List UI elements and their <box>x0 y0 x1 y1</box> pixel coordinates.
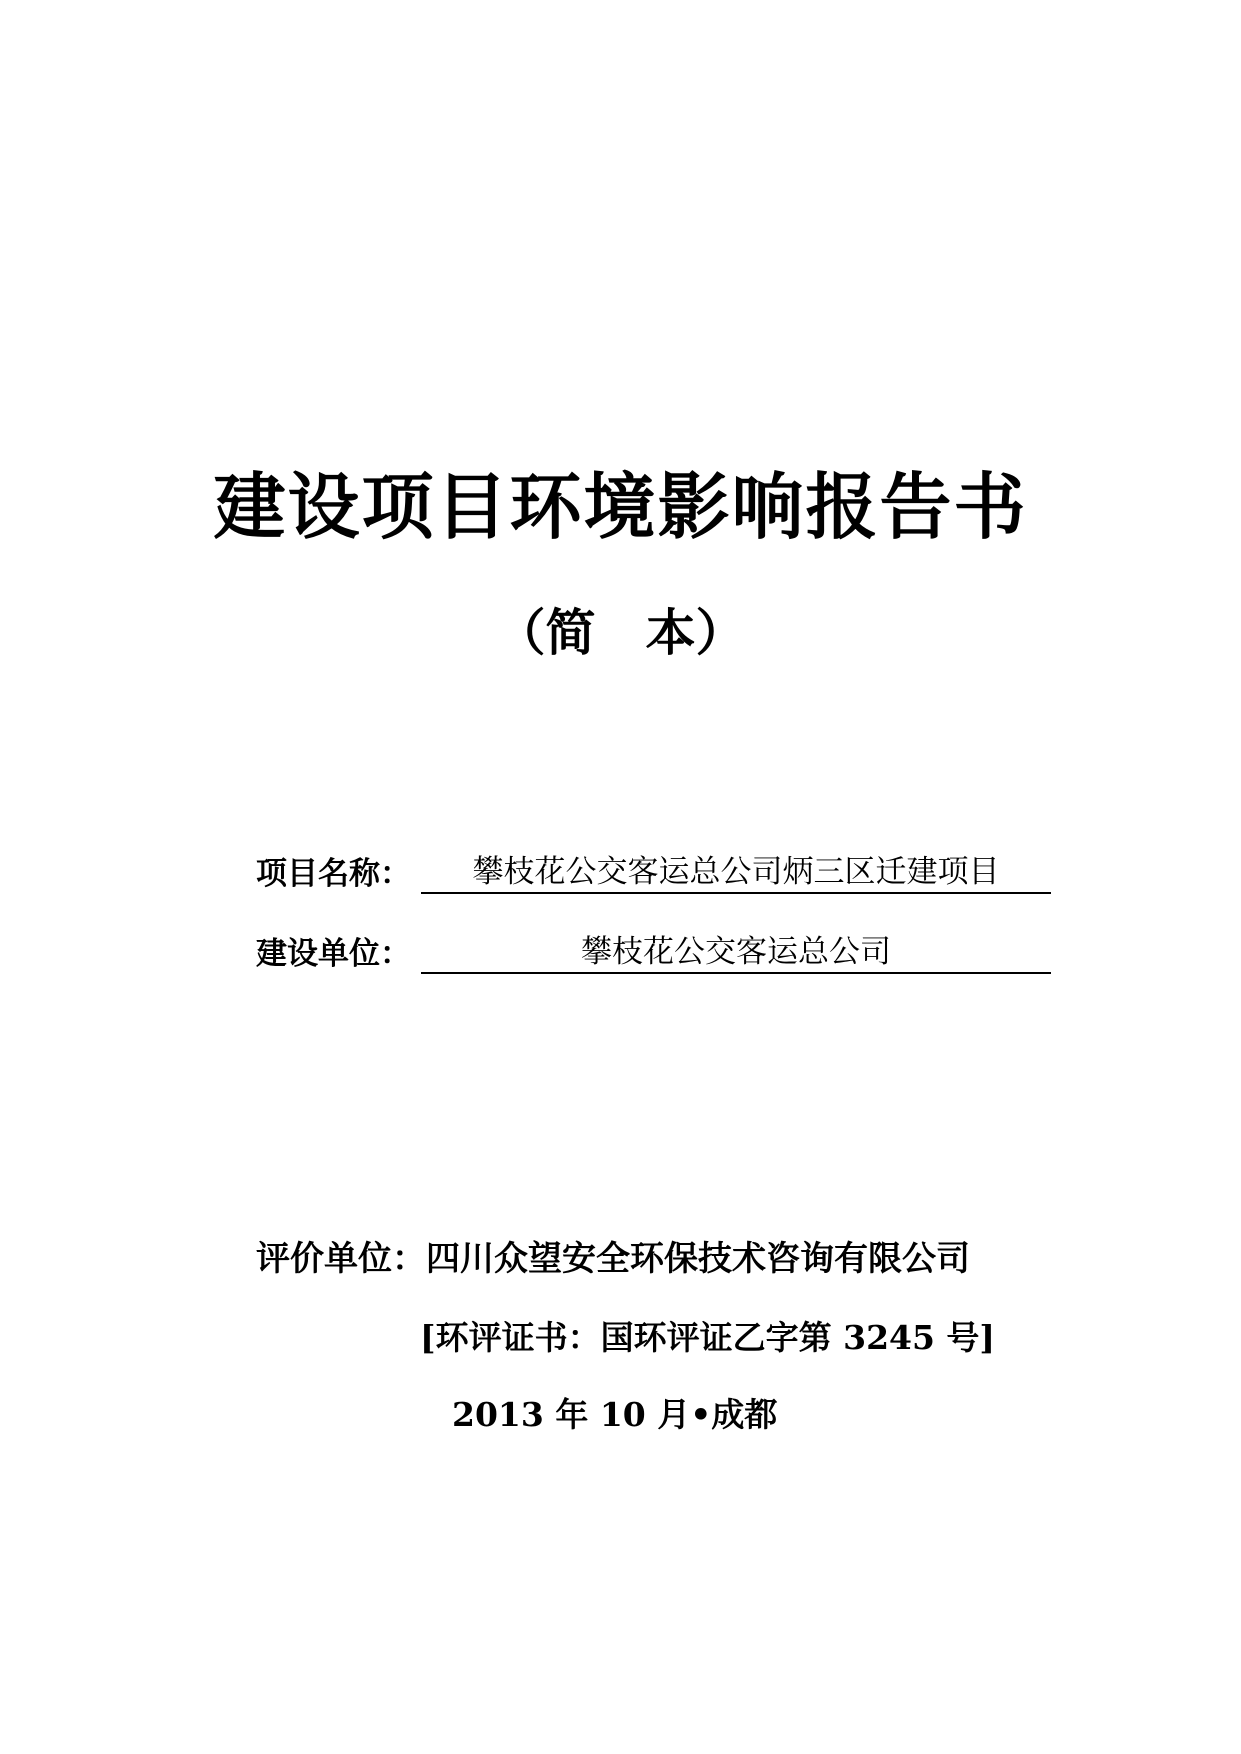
builder-row <box>256 930 1051 974</box>
evaluator-line: 评价单位：四川众望安全环保技术咨询有限公司 <box>256 1239 970 1279</box>
report-subtitle: （简 本） <box>495 603 746 662</box>
project-name-label: 项目名称： <box>256 856 411 892</box>
date-line: 2013 年 10 月•成都 <box>452 1395 778 1434</box>
builder-label: 建设单位： <box>256 936 411 972</box>
project-name-row <box>256 850 1051 894</box>
builder-value: 攀枝花公交客运总公司 <box>421 932 1051 974</box>
report-title: 建设项目环境影响报告书 <box>213 464 1028 549</box>
certificate-line: [环评证书：国环评证乙字第 3245 号] <box>420 1318 996 1357</box>
project-name-value: 攀枝花公交客运总公司炳三区迁建项目 <box>421 852 1051 894</box>
